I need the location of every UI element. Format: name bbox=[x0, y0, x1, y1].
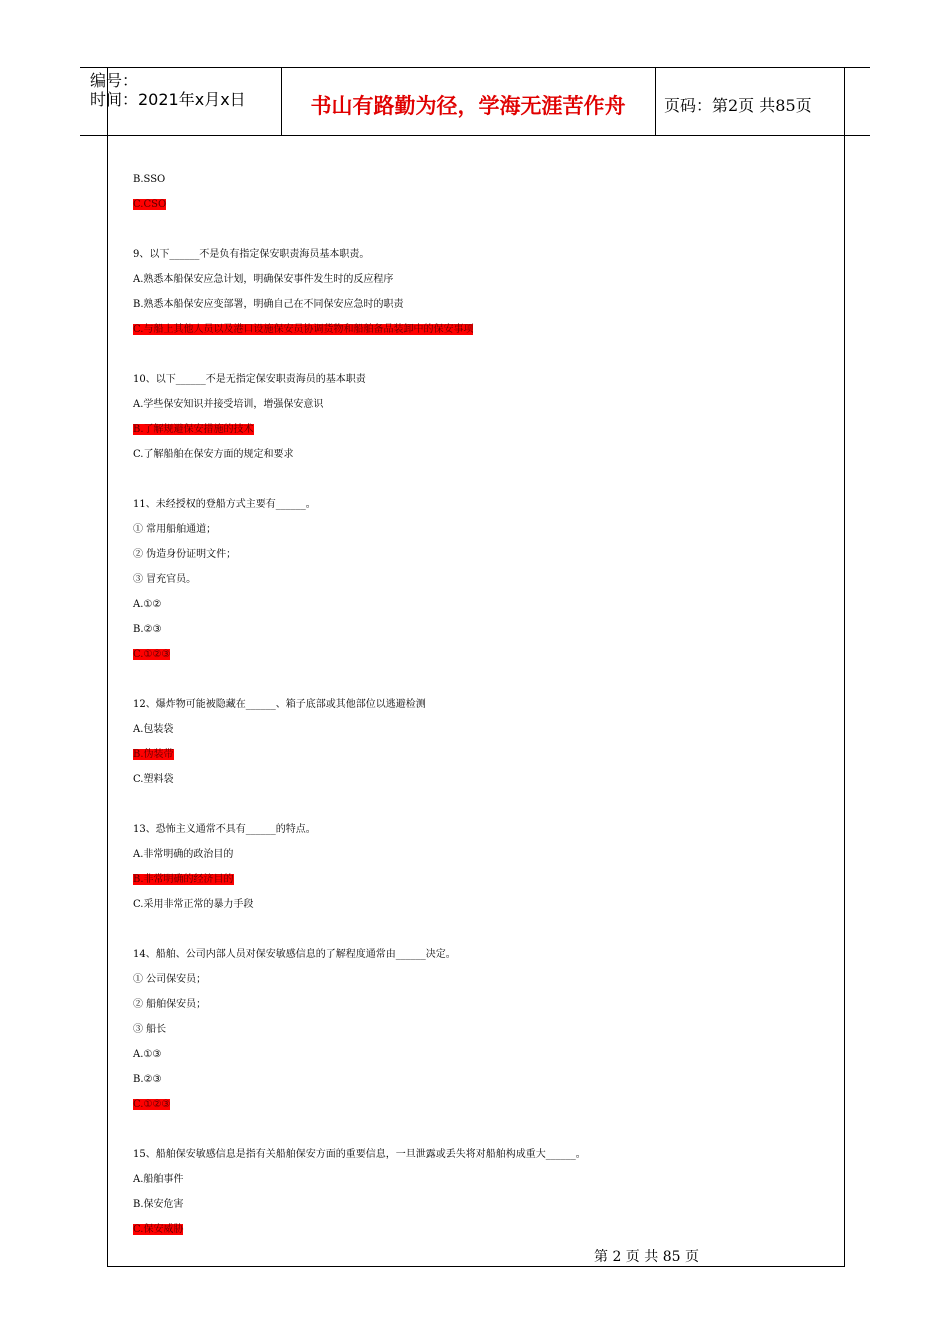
question-line bbox=[133, 1145, 823, 1170]
question-line bbox=[133, 720, 823, 745]
line-text: A.①③ bbox=[133, 1049, 162, 1060]
correct-answer-text: C.保安威胁 bbox=[133, 1224, 184, 1235]
line-text: B.②③ bbox=[133, 1074, 162, 1085]
answer-line-highlighted bbox=[133, 1095, 823, 1120]
question-line bbox=[133, 970, 823, 995]
line-text: 13、恐怖主义通常不具有______的特点。 bbox=[133, 824, 316, 835]
line-text: 12、爆炸物可能被隐藏在______、箱子底部或其他部位以逃避检测 bbox=[133, 699, 426, 710]
question-line bbox=[133, 770, 823, 795]
line-text: ② 伪造身份证明文件； bbox=[133, 549, 237, 560]
question-line bbox=[133, 370, 823, 395]
question-line bbox=[133, 945, 823, 970]
answer-line-highlighted bbox=[133, 320, 823, 345]
date-label: 时间：2021年x月x日 bbox=[90, 90, 246, 109]
question-line bbox=[133, 245, 823, 270]
answer-line-highlighted bbox=[133, 870, 823, 895]
line-text: ① 公司保安员； bbox=[133, 974, 207, 985]
correct-answer-text: C.与船上其他人员以及港口设施保安员协调货物和船舶备品装卸中的保安事项 bbox=[133, 324, 474, 335]
line-text: B.SSO bbox=[133, 174, 166, 185]
header-divider-right bbox=[655, 67, 656, 136]
question-line bbox=[133, 845, 823, 870]
question-line bbox=[133, 1195, 823, 1220]
question-line bbox=[133, 270, 823, 295]
question-line bbox=[133, 295, 823, 320]
question-line bbox=[133, 445, 823, 470]
line-text: B.保安危害 bbox=[133, 1199, 184, 1210]
line-text: C.采用非常正常的暴力手段 bbox=[133, 899, 254, 910]
question-line bbox=[133, 170, 823, 195]
question-line bbox=[133, 620, 823, 645]
page-motto: 书山有路勤为径，学海无涯苦作舟 bbox=[310, 93, 626, 118]
correct-answer-text: C.①②③ bbox=[133, 1099, 171, 1110]
answer-line-highlighted bbox=[133, 195, 823, 220]
header-bottom-rule bbox=[80, 135, 870, 136]
question-list bbox=[133, 170, 823, 1245]
line-text: A.非常明确的政治目的 bbox=[133, 849, 234, 860]
line-text: B.熟悉本船保安应变部署，明确自己在不同保安应急时的职责 bbox=[133, 299, 404, 310]
question-line bbox=[133, 545, 823, 570]
line-text: A.①② bbox=[133, 599, 162, 610]
correct-answer-text: B.伪装带 bbox=[133, 749, 174, 760]
correct-answer-text: B.非常明确的经济目的 bbox=[133, 874, 234, 885]
question-line bbox=[133, 995, 823, 1020]
correct-answer-text: B.了解规避保安措施的技术 bbox=[133, 424, 254, 435]
question-line bbox=[133, 820, 823, 845]
question-line bbox=[133, 695, 823, 720]
line-text: ① 常用船舶通道； bbox=[133, 524, 217, 535]
question-line bbox=[133, 1070, 823, 1095]
answer-line-highlighted bbox=[133, 420, 823, 445]
question-line bbox=[133, 395, 823, 420]
header-page-number: 页码：第2页 共85页 bbox=[664, 96, 812, 115]
answer-line-highlighted bbox=[133, 1220, 823, 1245]
answer-line-highlighted bbox=[133, 745, 823, 770]
line-text: A.熟悉本船保安应急计划，明确保安事件发生时的反应程序 bbox=[133, 274, 394, 285]
question-line bbox=[133, 595, 823, 620]
question-line bbox=[133, 520, 823, 545]
correct-answer-text: C.①②③ bbox=[133, 649, 171, 660]
question-line bbox=[133, 1020, 823, 1045]
line-text: C.了解船舶在保安方面的规定和要求 bbox=[133, 449, 294, 460]
correct-answer-text: C.CSO bbox=[133, 199, 167, 210]
question-line bbox=[133, 1170, 823, 1195]
serial-label: 编号： bbox=[90, 71, 139, 90]
line-text: C.塑料袋 bbox=[133, 774, 174, 785]
line-text: 15、船舶保安敏感信息是指有关船舶保安方面的重要信息，一旦泄露或丢失将对船舶构成重大______。 bbox=[133, 1149, 586, 1160]
question-line bbox=[133, 495, 823, 520]
line-text: ③ 冒充官员。 bbox=[133, 574, 197, 585]
line-text: A.包装袋 bbox=[133, 724, 174, 735]
line-text: 9、以下______不是负有指定保安职责海员基本职责。 bbox=[133, 249, 370, 260]
line-text: 14、船舶、公司内部人员对保安敏感信息的了解程度通常由______决定。 bbox=[133, 949, 456, 960]
line-text: ② 船舶保安员； bbox=[133, 999, 207, 1010]
line-text: B.②③ bbox=[133, 624, 162, 635]
line-text: A.船舶事件 bbox=[133, 1174, 184, 1185]
question-line bbox=[133, 570, 823, 595]
question-line bbox=[133, 895, 823, 920]
question-line bbox=[133, 1045, 823, 1070]
answer-line-highlighted bbox=[133, 645, 823, 670]
line-text: A.学些保安知识并接受培训，增强保安意识 bbox=[133, 399, 324, 410]
header-divider-left bbox=[281, 67, 282, 136]
line-text: ③ 船长 bbox=[133, 1024, 167, 1035]
header-top-rule bbox=[80, 67, 870, 68]
line-text: 11、未经授权的登船方式主要有______。 bbox=[133, 499, 316, 510]
footer-page-number: 第 2 页 共 85 页 bbox=[594, 1249, 699, 1265]
line-text: 10、以下______不是无指定保安职责海员的基本职责 bbox=[133, 374, 366, 385]
